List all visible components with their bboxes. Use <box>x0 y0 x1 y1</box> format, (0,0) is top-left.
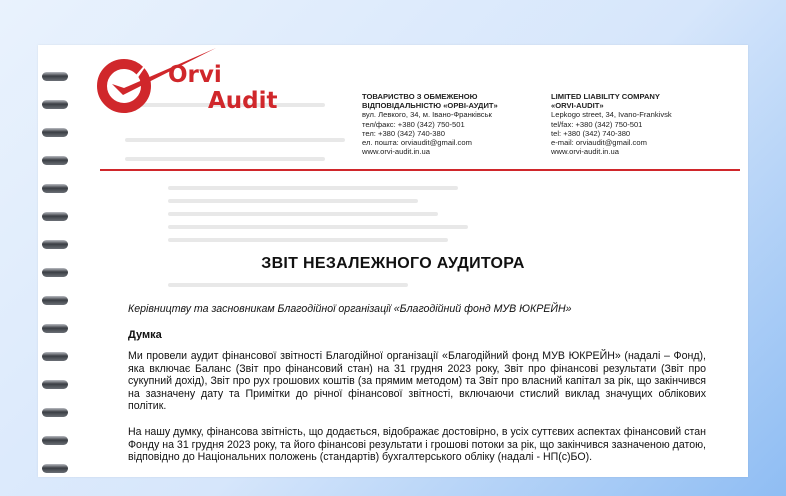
company-name-en-line-1: LIMITED LIABILITY COMPANY <box>551 92 660 101</box>
report-addressee: Керівництву та засновникам Благодійної організації «Благодійний фонд МУВ ЮКРЕЙН» <box>128 303 572 315</box>
bleed-line <box>168 283 408 287</box>
bleed-line <box>125 138 345 142</box>
telfax-ua: тел/факс: +380 (342) 750-501 <box>362 119 465 129</box>
binding-ring <box>42 212 68 221</box>
binding-ring <box>42 380 68 389</box>
bleed-line <box>168 212 438 216</box>
company-name-ua-line-1: ТОВАРИСТВО З ОБМЕЖЕНОЮ <box>362 92 478 101</box>
bleed-line <box>125 157 325 161</box>
bleed-line <box>168 225 468 229</box>
binding-ring <box>42 352 68 361</box>
company-name-en-line-2: «ORVI-AUDIT» <box>551 101 604 111</box>
binding-ring <box>42 408 68 417</box>
contact-block-en <box>551 92 672 156</box>
bleed-line <box>168 199 418 203</box>
binding-ring <box>42 436 68 445</box>
telfax-en: tel/fax: +380 (342) 750-501 <box>551 119 643 129</box>
binding-ring <box>42 296 68 305</box>
bleed-line <box>168 238 448 242</box>
bleed-line <box>168 186 458 190</box>
email-ua: ел. пошта: orviaudit@gmail.com <box>362 138 472 148</box>
binding-ring <box>42 240 68 249</box>
letterhead-divider <box>100 169 740 171</box>
opinion-paragraph-1: Ми провели аудит фінансової звітності Благодійної організації «Благодійний фонд МУВ ЮКРЕЙН» (надалі – Фонд), яка включає Баланс (Звіт про фінансовий стан) на 31 грудня 2023 року, Звіт про фінансові результати (Звіт про сукупний дохід), Звіт про рух грошових коштів (за прямим методом) та Звіт про власний капітал за рік, що закінчився на зазначену дату та Примітки до річної фінансової звітності, включаючи стислий виклад значущих облікових політик. <box>128 350 706 413</box>
address-ua: вул. Левкого, 34, м. Івано-Франківськ <box>362 110 492 120</box>
logo-word-audit: Audit <box>208 88 278 114</box>
company-name-ua-line-2: ВІДПОВІДАЛЬНІСТЮ «ОРВІ-АУДИТ» <box>362 101 498 111</box>
email-en: e-mail: orviaudit@gmail.com <box>551 138 647 148</box>
binding-ring <box>42 464 68 473</box>
binding-ring <box>42 100 68 109</box>
binding-ring <box>42 184 68 193</box>
report-title: ЗВІТ НЕЗАЛЕЖНОГО АУДИТОРА <box>261 255 525 272</box>
opinion-paragraph-2: На нашу думку, фінансова звітність, що додається, відображає достовірно, в усіх суттєвих аспектах фінансовий стан Фонду на 31 грудня 2023 року, та його фінансові результати і грошові потоки за рік, що закінчився зазначеною датою, відповідно до Національних положень (стандартів) бухгалтерського обліку (надалі - НП(с)БО). <box>128 426 706 464</box>
website-en: www.orvi-audit.in.ua <box>551 147 619 157</box>
opinion-heading: Думка <box>128 329 162 341</box>
address-en: Lepkogo street, 34, Ivano-Frankivsk <box>551 110 672 120</box>
tel-ua: тел: +380 (342) 740-380 <box>362 128 445 138</box>
contact-block-ua <box>362 92 498 156</box>
website-ua: www.orvi-audit.in.ua <box>362 147 430 157</box>
tel-en: tel: +380 (342) 740-380 <box>551 128 631 138</box>
logo-word-orvi: Orvi <box>168 62 222 88</box>
binding-ring <box>42 156 68 165</box>
binding-ring <box>42 324 68 333</box>
binding-ring <box>42 72 68 81</box>
orvi-audit-logo <box>96 48 296 118</box>
binding-ring <box>42 128 68 137</box>
